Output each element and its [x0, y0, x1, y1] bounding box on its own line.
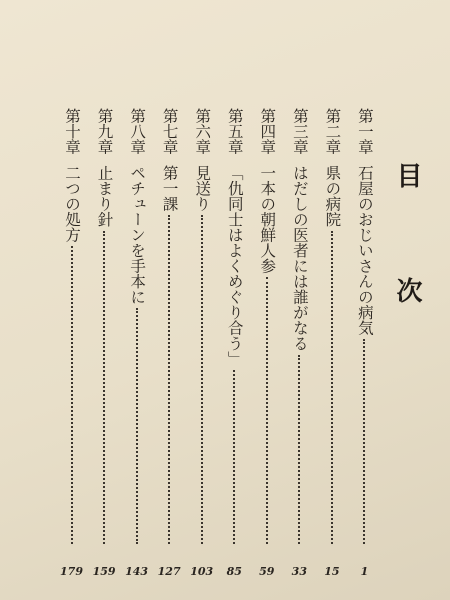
chapter-title: 第一課	[160, 164, 179, 211]
chapter-title: ペチューンを手本に	[128, 164, 147, 304]
chapter-number: 第三章	[290, 108, 309, 155]
chapter-number: 第四章	[258, 108, 277, 155]
page-number: 1	[360, 565, 369, 578]
chapter-number: 第八章	[128, 108, 147, 155]
chapter-number: 第六章	[193, 108, 212, 155]
page-number: 15	[324, 565, 340, 578]
toc-entry	[351, 108, 378, 578]
dot-leader	[331, 231, 333, 545]
page-number: 33	[291, 565, 307, 578]
dot-leader	[233, 370, 235, 544]
page-number: 59	[259, 565, 275, 578]
table-of-contents	[58, 108, 378, 578]
toc-entry	[318, 108, 345, 578]
chapter-title: 「仇同士はよくめぐり合う」	[225, 164, 244, 366]
page-number: 127	[157, 565, 181, 578]
chapter-number: 第二章	[323, 108, 342, 155]
toc-entry	[286, 108, 313, 578]
dot-leader	[136, 308, 138, 544]
page-number: 179	[60, 565, 83, 578]
toc-entry	[253, 108, 280, 578]
toc-entry	[156, 108, 183, 578]
page-number: 85	[226, 565, 242, 578]
chapter-title: 県の病院	[323, 164, 342, 227]
toc-heading: 目 次	[392, 162, 422, 344]
toc-entry	[221, 108, 248, 578]
dot-leader	[201, 215, 203, 544]
page-number: 143	[125, 565, 149, 578]
chapter-title: はだしの医者には誰がなる	[290, 164, 309, 351]
page-number: 159	[92, 565, 116, 578]
chapter-title: 二つの処方	[63, 164, 81, 242]
toc-entry	[91, 108, 118, 578]
chapter-number: 第一章	[355, 108, 374, 155]
dot-leader	[103, 231, 105, 545]
chapter-title: 一本の朝鮮人参	[258, 164, 277, 273]
toc-entry	[123, 108, 150, 578]
chapter-number: 第九章	[95, 108, 114, 155]
toc-entry	[188, 108, 215, 578]
chapter-number: 第五章	[225, 108, 244, 155]
chapter-number: 第七章	[160, 108, 179, 155]
chapter-number: 第十章	[63, 108, 81, 155]
chapter-title: 石屋のおじいさんの病気	[355, 164, 374, 335]
dot-leader	[71, 246, 73, 544]
dot-leader	[363, 339, 365, 544]
dot-leader	[168, 215, 170, 544]
dot-leader	[298, 355, 300, 545]
chapter-title: 止まり針	[95, 164, 114, 227]
chapter-title: 見送り	[193, 164, 212, 211]
dot-leader	[266, 277, 268, 544]
toc-entry	[58, 108, 85, 578]
page-number: 103	[190, 565, 214, 578]
